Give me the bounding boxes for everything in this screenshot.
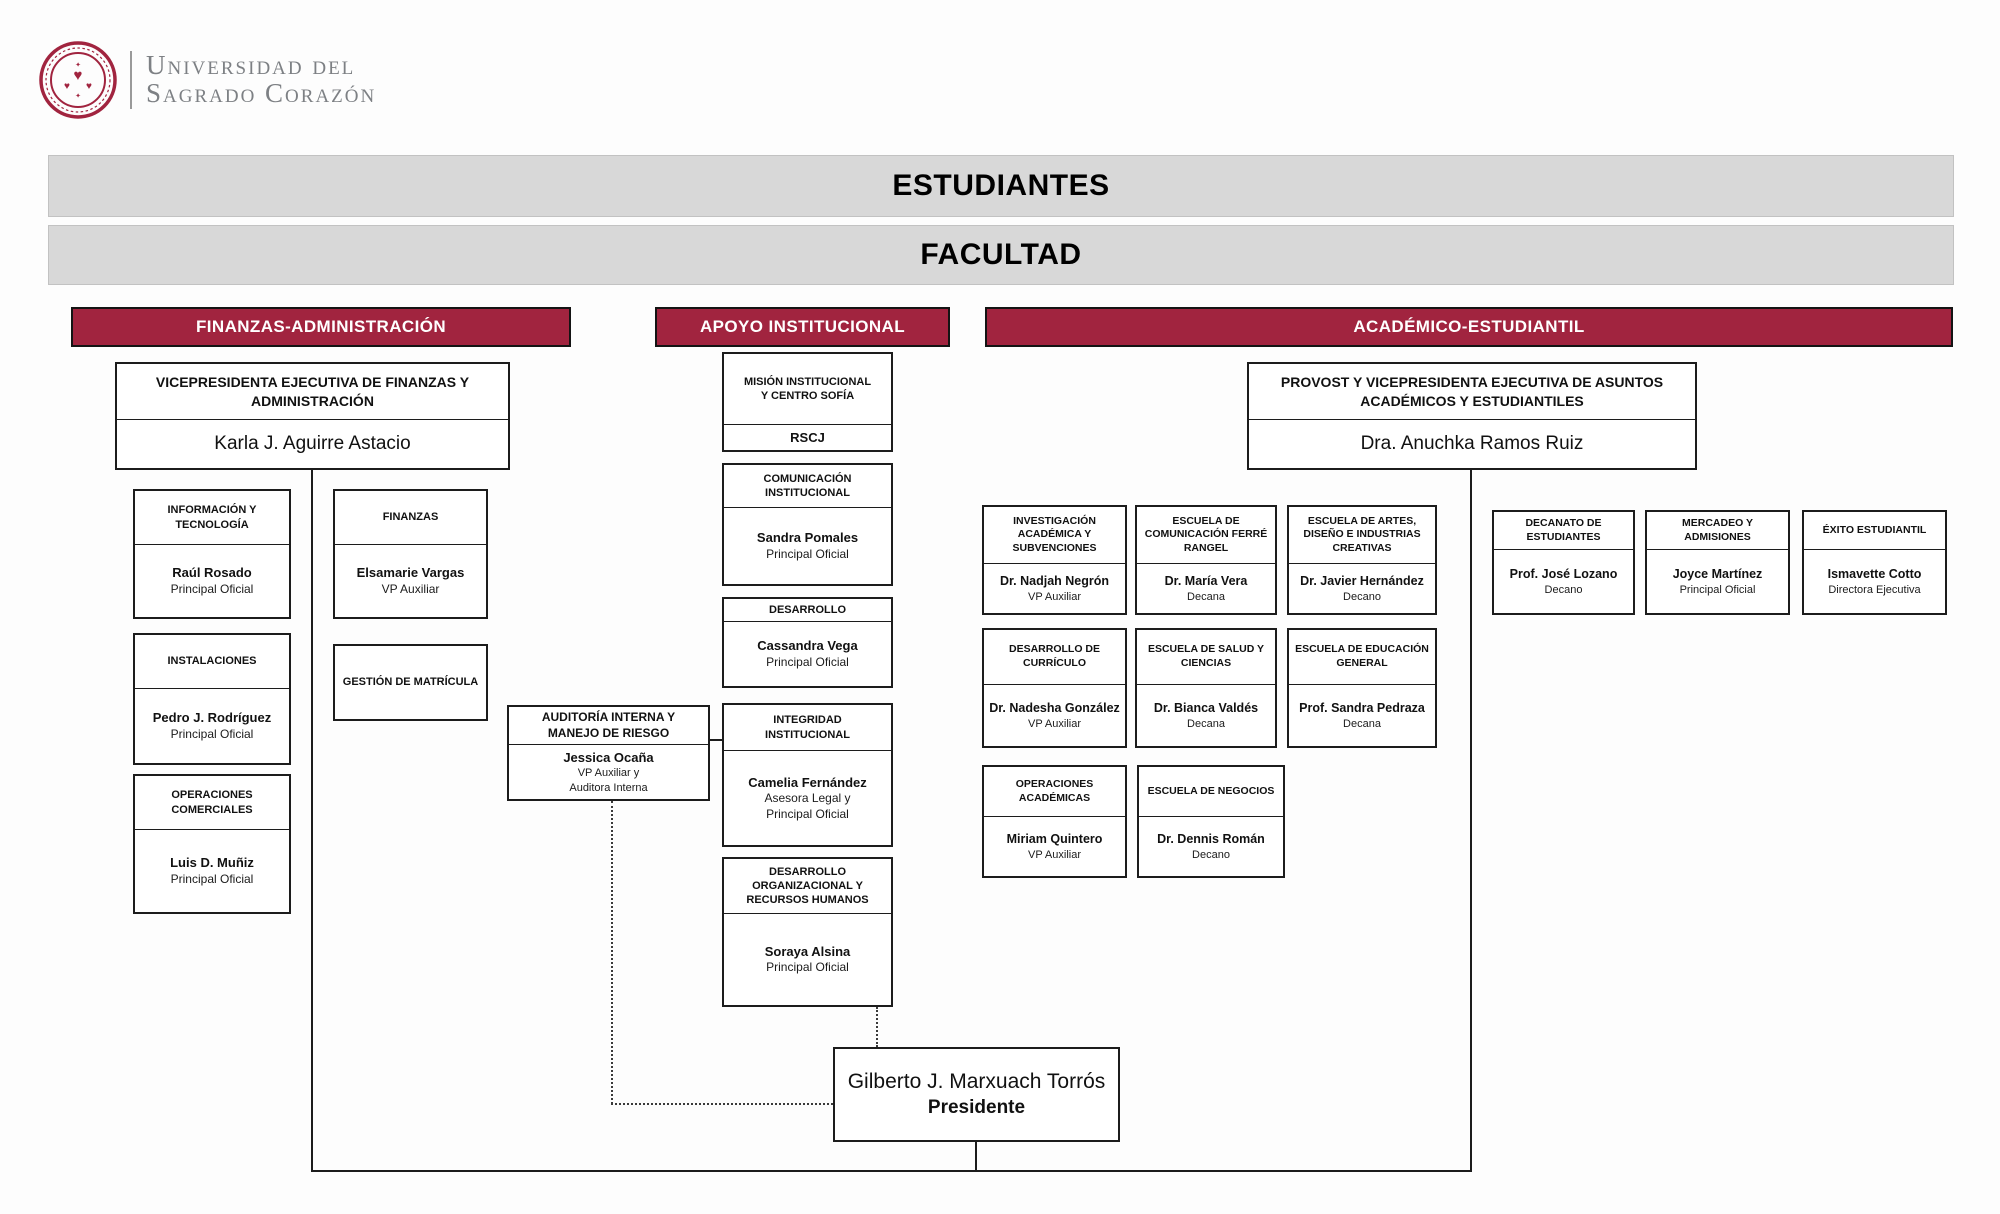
org-box-title: ÉXITO ESTUDIANTIL <box>1804 512 1945 550</box>
org-box-name: Raúl Rosado <box>172 565 252 581</box>
org-box-role: Principal Oficial <box>170 871 254 886</box>
org-box-role: Asesora Legal y <box>764 791 851 806</box>
org-box-role: Decana <box>1343 717 1381 730</box>
wordmark-line2: Sagrado Corazón <box>146 78 377 108</box>
org-box-investigacion-academica <box>982 505 1127 615</box>
org-box-name: Dr. Bianca Valdés <box>1153 700 1259 715</box>
svg-text:♥: ♥ <box>64 81 70 92</box>
org-box-name: Dr. Nadesha González <box>989 700 1120 715</box>
org-box-title: INSTALACIONES <box>135 635 289 689</box>
org-box-gestion-matricula <box>333 644 488 721</box>
org-box-name: Pedro J. Rodríguez <box>152 710 272 726</box>
org-box-name: Sandra Pomales <box>756 530 859 546</box>
wordmark-line1: Universidad del <box>146 50 356 81</box>
org-box-role: Decano <box>1544 583 1583 596</box>
connector-spine-academico <box>1470 470 1472 1172</box>
org-box-title: OPERACIONES COMERCIALES <box>135 776 289 830</box>
org-box-escuela-salud <box>1135 628 1277 748</box>
org-box-name: Karla J. Aguirre Astacio <box>214 433 411 455</box>
org-box-name: Jessica Ocaña <box>563 749 654 765</box>
org-box-role: Principal Oficial <box>766 654 849 669</box>
org-box-provost <box>1247 362 1697 470</box>
org-box-title: ESCUELA DE EDUCACIÓN GENERAL <box>1289 630 1435 685</box>
org-box-role: Principal Oficial <box>766 546 849 561</box>
president-title: Presidente <box>927 1096 1026 1118</box>
org-box-name: Miriam Quintero <box>1006 831 1103 846</box>
org-box-presidente <box>833 1047 1120 1142</box>
university-seal-icon <box>38 40 118 120</box>
org-box-title: PROVOST Y VICEPRESIDENTA EJECUTIVA DE ASUNTOS ACADÉMICOS Y ESTUDIANTILES <box>1249 364 1695 420</box>
org-box-title: ESCUELA DE SALUD Y CIENCIAS <box>1137 630 1275 685</box>
org-box-name: Soraya Alsina <box>764 943 851 959</box>
org-box-name: Dr. María Vera <box>1164 573 1248 588</box>
banner-facultad: FACULTAD <box>48 225 1954 285</box>
org-box-name: Camelia Fernández <box>748 774 867 790</box>
org-box-mision-institucional <box>722 352 893 452</box>
org-box-role: Decano <box>1343 590 1381 603</box>
org-box-name: Prof. José Lozano <box>1509 566 1618 581</box>
org-box-name: Dr. Javier Hernández <box>1300 573 1424 588</box>
svg-text:✦: ✦ <box>75 62 81 69</box>
org-box-integridad-institucional <box>722 703 893 847</box>
org-box-role: Principal Oficial <box>766 960 849 975</box>
org-box-name: Dr. Nadjah Negrón <box>999 573 1110 588</box>
org-box-title: INFORMACIÓN Y TECNOLOGÍA <box>135 491 289 545</box>
org-box-role: VP Auxiliar <box>1028 717 1081 730</box>
org-box-exito-estudiantil <box>1802 510 1947 615</box>
org-box-title: DESARROLLO <box>724 599 891 622</box>
org-box-auditoria-interna <box>507 705 710 801</box>
org-box-title: GESTIÓN DE MATRÍCULA <box>342 676 479 689</box>
connector-bottom-horizontal <box>311 1170 1472 1172</box>
org-box-escuela-comunicacion <box>1135 505 1277 615</box>
org-box-title: INVESTIGACIÓN ACADÉMICA Y SUBVENCIONES <box>984 507 1125 564</box>
org-box-role: Principal Oficial <box>1679 583 1756 596</box>
org-box-role: Decano <box>1192 848 1230 861</box>
university-logo <box>38 40 376 120</box>
org-box-role: Decana <box>1187 590 1225 603</box>
org-box-title: DESARROLLO DE CURRÍCULO <box>984 630 1125 685</box>
org-box-role: Principal Oficial <box>170 726 254 741</box>
logo-divider <box>130 51 132 109</box>
org-box-desarrollo-organizacional-rrhh <box>722 857 893 1007</box>
org-box-desarrollo-curriculo <box>982 628 1127 748</box>
section-header-finanzas-administracion: FINANZAS-ADMINISTRACIÓN <box>71 307 571 347</box>
org-box-role: Decana <box>1187 717 1225 730</box>
org-box-escuela-negocios <box>1137 765 1285 878</box>
org-box-role: VP Auxiliar y <box>577 767 640 780</box>
org-box-vp-finanzas <box>115 362 510 470</box>
svg-text:✦: ✦ <box>75 93 81 100</box>
org-box-title: DECANATO DE ESTUDIANTES <box>1494 512 1633 550</box>
org-box-instalaciones <box>133 633 291 765</box>
svg-text:♥: ♥ <box>86 81 92 92</box>
org-box-title: MISIÓN INSTITUCIONAL Y CENTRO SOFÍA <box>724 354 891 425</box>
org-box-informacion-tecnologia <box>133 489 291 619</box>
org-box-title: FINANZAS <box>335 491 486 545</box>
university-wordmark <box>146 52 376 107</box>
org-box-name: Cassandra Vega <box>757 638 858 654</box>
org-box-desarrollo <box>722 597 893 688</box>
org-box-name: Dr. Dennis Román <box>1157 831 1265 846</box>
org-box-name: Luis D. Muñiz <box>170 855 254 871</box>
dotted-connector-auditoria-horizontal <box>611 1103 833 1105</box>
org-box-operaciones-academicas <box>982 765 1127 878</box>
connector-president-stub <box>975 1142 977 1170</box>
org-box-escuela-artes <box>1287 505 1437 615</box>
dotted-connector-auditoria-vertical <box>611 801 613 1104</box>
org-box-title: ESCUELA DE ARTES, DISEÑO E INDUSTRIAS CREATIVAS <box>1289 507 1435 564</box>
org-box-role: VP Auxiliar <box>1028 590 1081 603</box>
org-box-title: MERCADEO Y ADMISIONES <box>1647 512 1788 550</box>
org-box-escuela-educacion-general <box>1287 628 1437 748</box>
dotted-connector-rrhh-president <box>876 1007 878 1047</box>
section-header-apoyo-institucional: APOYO INSTITUCIONAL <box>655 307 950 347</box>
svg-text:♥: ♥ <box>73 67 83 84</box>
org-box-name: Prof. Sandra Pedraza <box>1299 700 1425 715</box>
org-box-role: Directora Ejecutiva <box>1828 583 1921 596</box>
org-box-name: Ismavette Cotto <box>1827 566 1922 581</box>
org-box-title: COMUNICACIÓN INSTITUCIONAL <box>724 465 891 508</box>
president-name: Gilberto J. Marxuach Torrós <box>847 1069 1106 1093</box>
org-box-title: OPERACIONES ACADÉMICAS <box>984 767 1125 817</box>
org-box-title: INTEGRIDAD INSTITUCIONAL <box>724 705 891 751</box>
org-box-title: DESARROLLO ORGANIZACIONAL Y RECURSOS HUMANOS <box>724 859 891 914</box>
connector-spine-finanzas <box>311 470 313 1172</box>
org-box-name: RSCJ <box>790 429 825 445</box>
org-box-role: Principal Oficial <box>170 581 254 596</box>
section-header-academico-estudiantil: ACADÉMICO-ESTUDIANTIL <box>985 307 1953 347</box>
org-box-name: Elsamarie Vargas <box>356 565 465 581</box>
org-box-role2: Principal Oficial <box>766 806 849 821</box>
org-box-role2: Auditora Interna <box>569 781 648 794</box>
org-box-comunicacion-institucional <box>722 463 893 586</box>
org-box-title: VICEPRESIDENTA EJECUTIVA DE FINANZAS Y ADMINISTRACIÓN <box>117 364 508 420</box>
org-box-name: Joyce Martínez <box>1672 566 1763 581</box>
banner-estudiantes: ESTUDIANTES <box>48 155 1954 217</box>
org-box-title: AUDITORÍA INTERNA Y MANEJO DE RIESGO <box>509 707 708 745</box>
org-box-role: VP Auxiliar <box>381 581 440 596</box>
org-box-decanato-estudiantes <box>1492 510 1635 615</box>
org-box-name: Dra. Anuchka Ramos Ruiz <box>1360 433 1584 455</box>
org-box-title: ESCUELA DE COMUNICACIÓN FERRÉ RANGEL <box>1137 507 1275 564</box>
org-box-operaciones-comerciales <box>133 774 291 914</box>
org-box-mercadeo-admisiones <box>1645 510 1790 615</box>
org-box-title: ESCUELA DE NEGOCIOS <box>1139 767 1283 817</box>
org-box-role: VP Auxiliar <box>1028 848 1081 861</box>
org-box-finanzas <box>333 489 488 619</box>
